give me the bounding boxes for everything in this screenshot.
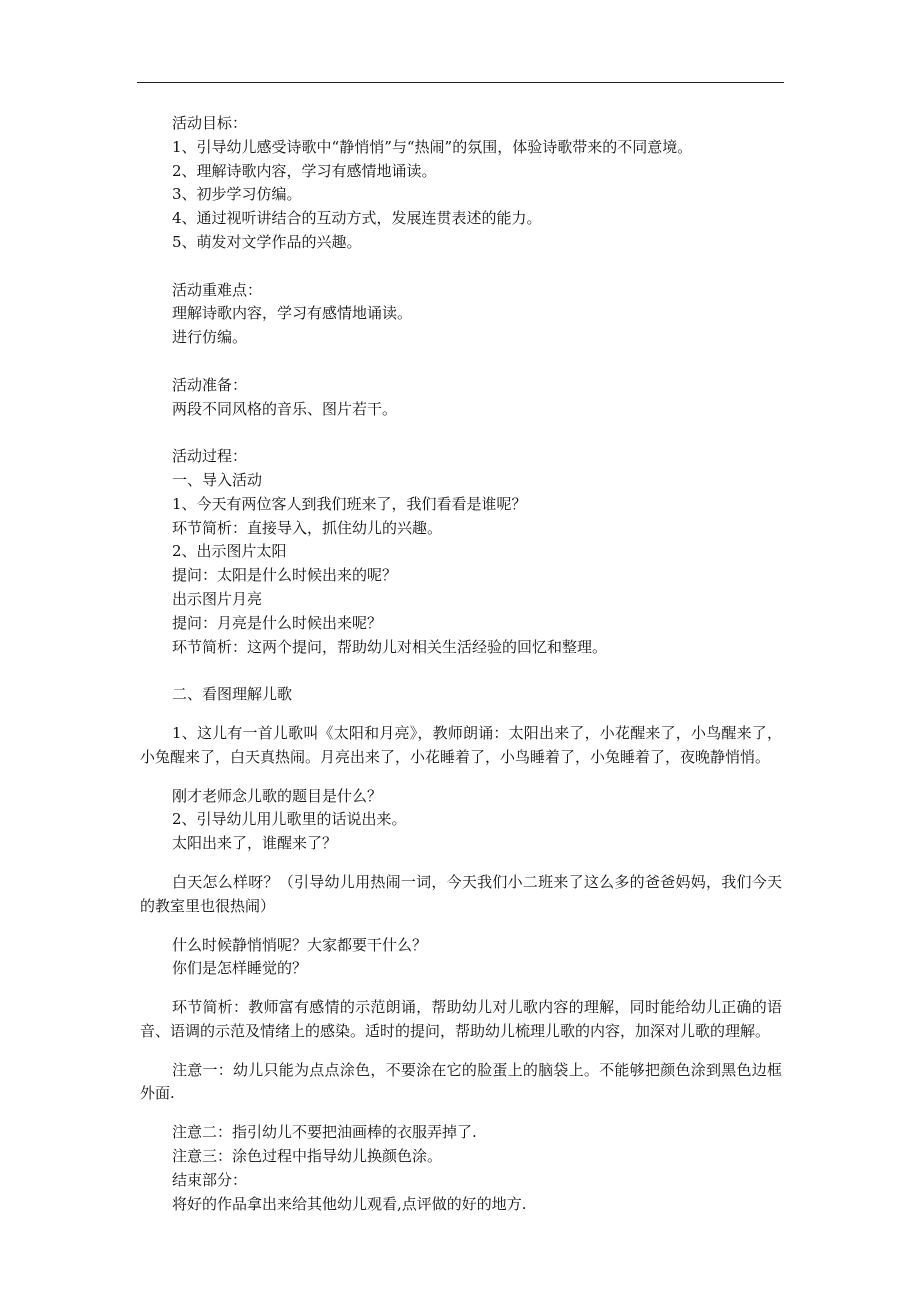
part2-paragraph: 1、这儿有一首儿歌叫《太阳和月亮》，教师朗诵：太阳出来了，小花醒来了，小鸟醒来了，小兔醒来了，白天真热闹。月亮出来了，小花睡着了，小鸟睡着了，小兔睡着了，夜晚静悄悄。 xyxy=(140,723,782,766)
key-point-item: 理解诗歌内容，学习有感情地诵读。 xyxy=(172,304,413,323)
part2-line: 注意三：涂色过程中指导幼儿换颜色涂。 xyxy=(172,1147,443,1166)
part1-line: 出示图片月亮 xyxy=(172,589,263,608)
part2-paragraph: 白天怎么样呀？（引导幼儿用热闹一词，今天我们小二班来了这么多的爸爸妈妈，我们今天的教室里也很热闹） xyxy=(140,872,782,915)
process-heading: 活动过程： xyxy=(172,447,248,466)
part2-paragraph: 注意一：幼儿只能为点点涂色，不要涂在它的脸蛋上的脑袋上。不能够把颜色涂到黑色边框外面. xyxy=(140,1060,782,1103)
part2-line: 刚才老师念儿歌的题目是什么？ xyxy=(172,786,383,805)
header-rule xyxy=(137,82,784,83)
objective-item: 1、引导幼儿感受诗歌中“静悄悄”与“热闹”的氛围，体验诗歌带来的不同意境。 xyxy=(172,137,693,156)
objective-item: 3、初步学习仿编。 xyxy=(172,185,302,204)
part2-line: 2、引导幼儿用儿歌里的话说出来。 xyxy=(172,810,407,829)
preparation-item: 两段不同风格的音乐、图片若干。 xyxy=(172,399,398,418)
part2-paragraph: 环节简析：教师富有感情的示范朗诵，帮助幼儿对儿歌内容的理解，同时能给幼儿正确的语音、语调的示范及情绪上的感染。适时的提问，帮助幼儿梳理儿歌的内容，加深对儿歌的理解。 xyxy=(140,998,782,1040)
part1-line: 环节简析：直接导入，抓住幼儿的兴趣。 xyxy=(172,518,443,537)
objective-item: 4、通过视听讲结合的互动方式，发展连贯表述的能力。 xyxy=(172,209,542,228)
part1-line: 2、出示图片太阳 xyxy=(172,542,287,561)
part1-line: 提问：月亮是什么时候出来呢？ xyxy=(172,613,383,632)
part2-line: 注意二：指引幼儿不要把油画棒的衣服弄掉了. xyxy=(172,1123,477,1142)
objectives-heading: 活动目标： xyxy=(172,114,248,132)
part1-line: 1、今天有两位客人到我们班来了，我们看看是谁呢？ xyxy=(172,494,527,513)
part2-line: 太阳出来了，谁醒来了？ xyxy=(172,834,338,853)
objective-item: 5、萌发对文学作品的兴趣。 xyxy=(172,232,362,251)
part2-line: 什么时候静悄悄呢？大家都要干什么？ xyxy=(172,935,428,954)
key-point-item: 进行仿编。 xyxy=(172,328,248,347)
document-body xyxy=(140,112,782,1216)
part1-title: 一、导入活动 xyxy=(172,470,263,489)
ending-text: 将好的作品拿出来给其他幼儿观看,点评做的好的地方. xyxy=(172,1194,527,1213)
key-points-heading: 活动重难点： xyxy=(172,280,263,299)
part1-line: 环节简析：这两个提问，帮助幼儿对相关生活经验的回忆和整理。 xyxy=(172,637,608,656)
part1-line: 提问：太阳是什么时候出来的呢？ xyxy=(172,566,398,585)
objective-item: 2、理解诗歌内容，学习有感情地诵读。 xyxy=(172,161,437,180)
part2-title: 二、看图理解儿歌 xyxy=(172,685,293,704)
ending-heading: 结束部分： xyxy=(172,1170,248,1189)
part2-line: 你们是怎样睡觉的？ xyxy=(172,959,308,978)
preparation-heading: 活动准备： xyxy=(172,375,248,394)
